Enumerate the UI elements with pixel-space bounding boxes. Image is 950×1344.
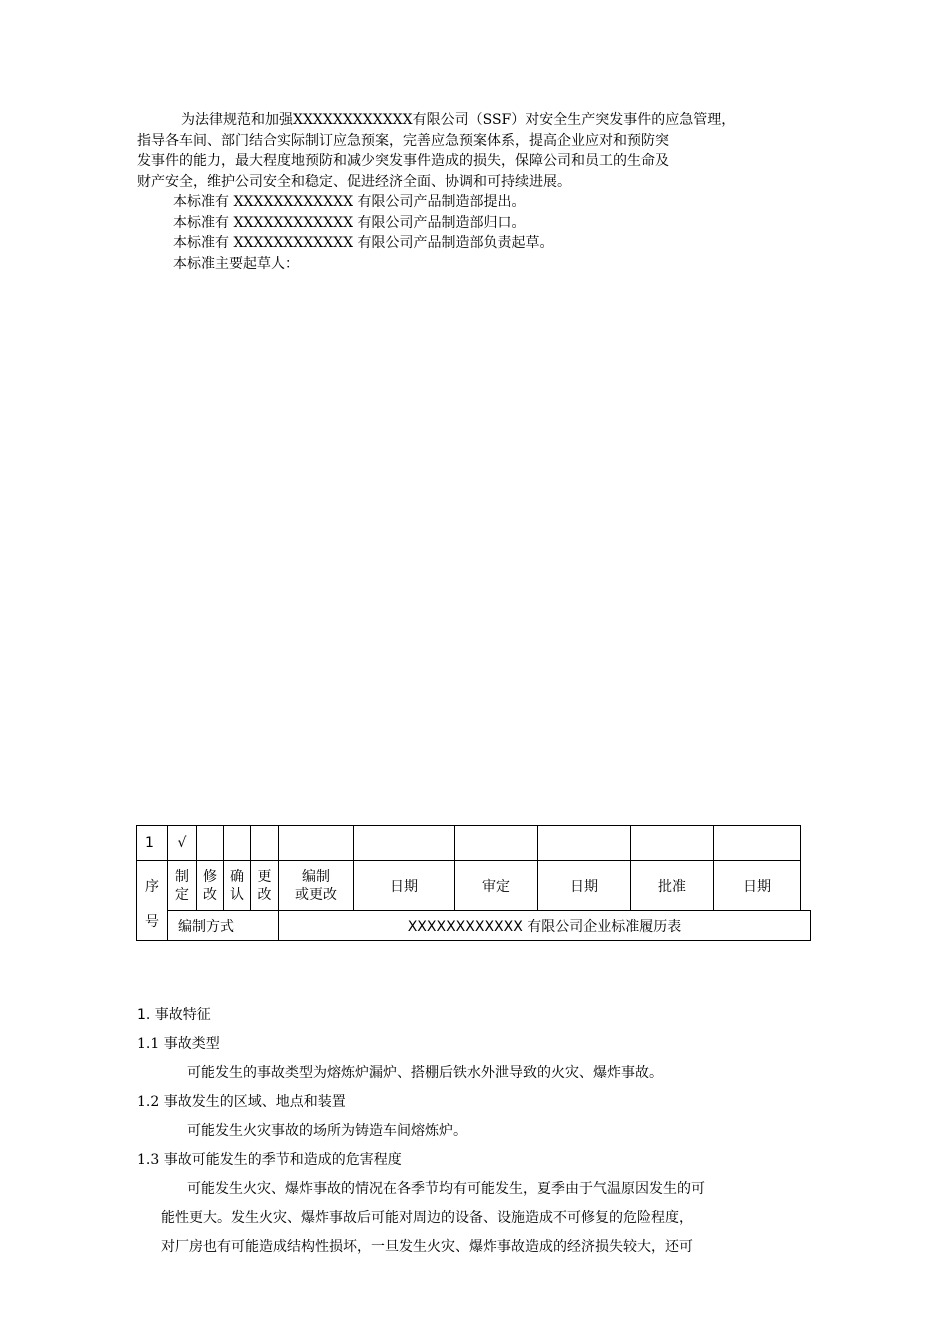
header-modify-1: 修 <box>203 868 217 885</box>
header-modify-2: 改 <box>203 886 217 903</box>
table-spacer <box>801 861 811 911</box>
method-label-cell: 编制方式 <box>168 911 279 941</box>
header-modify <box>197 861 224 911</box>
row1-empty-cell <box>224 826 251 861</box>
header-edit-2: 或更改 <box>295 886 337 903</box>
section-1-1-title: 1.1 事故类型 <box>137 1036 220 1052</box>
foreword-managed: 本标准有 XXXXXXXXXXXX 有限公司产品制造部归口。 <box>173 214 526 231</box>
foreword-line-2: 指导各车间、部门结合实际制订应急预案，完善应急预案体系，提高企业应对和预防突 <box>137 132 669 149</box>
header-review: 审定 <box>455 861 538 911</box>
header-seq-top: 序 <box>137 861 168 911</box>
section-1-1-text: 可能发生的事故类型为熔炼炉漏炉、搭棚后铁水外泄导致的火灾、爆炸事故。 <box>187 1065 663 1081</box>
table-spacer <box>801 826 811 861</box>
foreword-section <box>137 110 797 274</box>
section-1-2-title: 1.2 事故发生的区域、地点和装置 <box>137 1094 346 1110</box>
foreword-line-1: 为法律规范和加强XXXXXXXXXXXX有限公司（SSF）对安全生产突发事件的应急管理， <box>181 112 736 128</box>
header-date-2: 日期 <box>538 861 631 911</box>
section-1-heading: 1. 事故特征 <box>137 1007 211 1023</box>
section-1-3-line-3: 对厂房也有可能造成结构性损坏，一旦发生火灾、爆炸事故造成的经济损失较大，还可 <box>161 1239 693 1255</box>
header-confirm-1: 确 <box>230 868 244 885</box>
header-draft-2: 定 <box>175 886 189 903</box>
header-change-1: 更 <box>257 868 272 885</box>
section-1-2-text: 可能发生火灾事故的场所为铸造车间熔炼炉。 <box>187 1123 467 1139</box>
row1-empty-cell <box>354 826 455 861</box>
table-row <box>137 826 811 861</box>
foreword-drafters: 本标准主要起草人： <box>173 255 299 272</box>
foreword-drafted: 本标准有 XXXXXXXXXXXX 有限公司产品制造部负责起草。 <box>173 235 554 251</box>
foreword-proposed: 本标准有 XXXXXXXXXXXX 有限公司产品制造部提出。 <box>173 194 526 210</box>
section-1-3-title: 1.3 事故可能发生的季节和造成的危害程度 <box>137 1152 402 1168</box>
foreword-line-3: 发事件的能力，最大程度地预防和减少突发事件造成的损失，保障公司和员工的生命及 <box>137 153 669 169</box>
header-draft-1: 制 <box>175 868 189 885</box>
row1-seq-cell: 1 <box>137 826 168 861</box>
row1-check-cell: √ <box>168 826 197 861</box>
row1-empty-cell <box>538 826 631 861</box>
table-title-cell: XXXXXXXXXXXX 有限公司企业标准履历表 <box>279 911 811 941</box>
header-approve: 批准 <box>631 861 714 911</box>
row1-empty-cell <box>279 826 354 861</box>
header-edit-or-change <box>279 861 354 911</box>
header-confirm <box>224 861 251 911</box>
header-date-1: 日期 <box>354 861 455 911</box>
header-confirm-2: 认 <box>230 886 244 903</box>
row1-empty-cell <box>197 826 224 861</box>
header-change-2: 改 <box>257 886 272 903</box>
table-header-row <box>137 861 811 911</box>
table-title-row <box>137 911 811 941</box>
row1-empty-cell <box>714 826 801 861</box>
header-seq-bottom: 号 <box>137 911 168 941</box>
row1-empty-cell <box>251 826 279 861</box>
header-date-3: 日期 <box>714 861 801 911</box>
header-change <box>251 861 279 911</box>
header-edit-1: 编制 <box>302 868 330 885</box>
header-draft <box>168 861 197 911</box>
revision-history-table <box>136 825 811 941</box>
row1-empty-cell <box>455 826 538 861</box>
foreword-line-4: 财产安全，维护公司安全和稳定、促进经济全面、协调和可持续进展。 <box>137 173 571 190</box>
section-1-3-line-1: 可能发生火灾、爆炸事故的情况在各季节均有可能发生，夏季由于气温原因发生的可 <box>187 1181 705 1197</box>
row1-empty-cell <box>631 826 714 861</box>
section-1-3-line-2: 能性更大。发生火灾、爆炸事故后可能对周边的设备、设施造成不可修复的危险程度， <box>161 1210 693 1226</box>
